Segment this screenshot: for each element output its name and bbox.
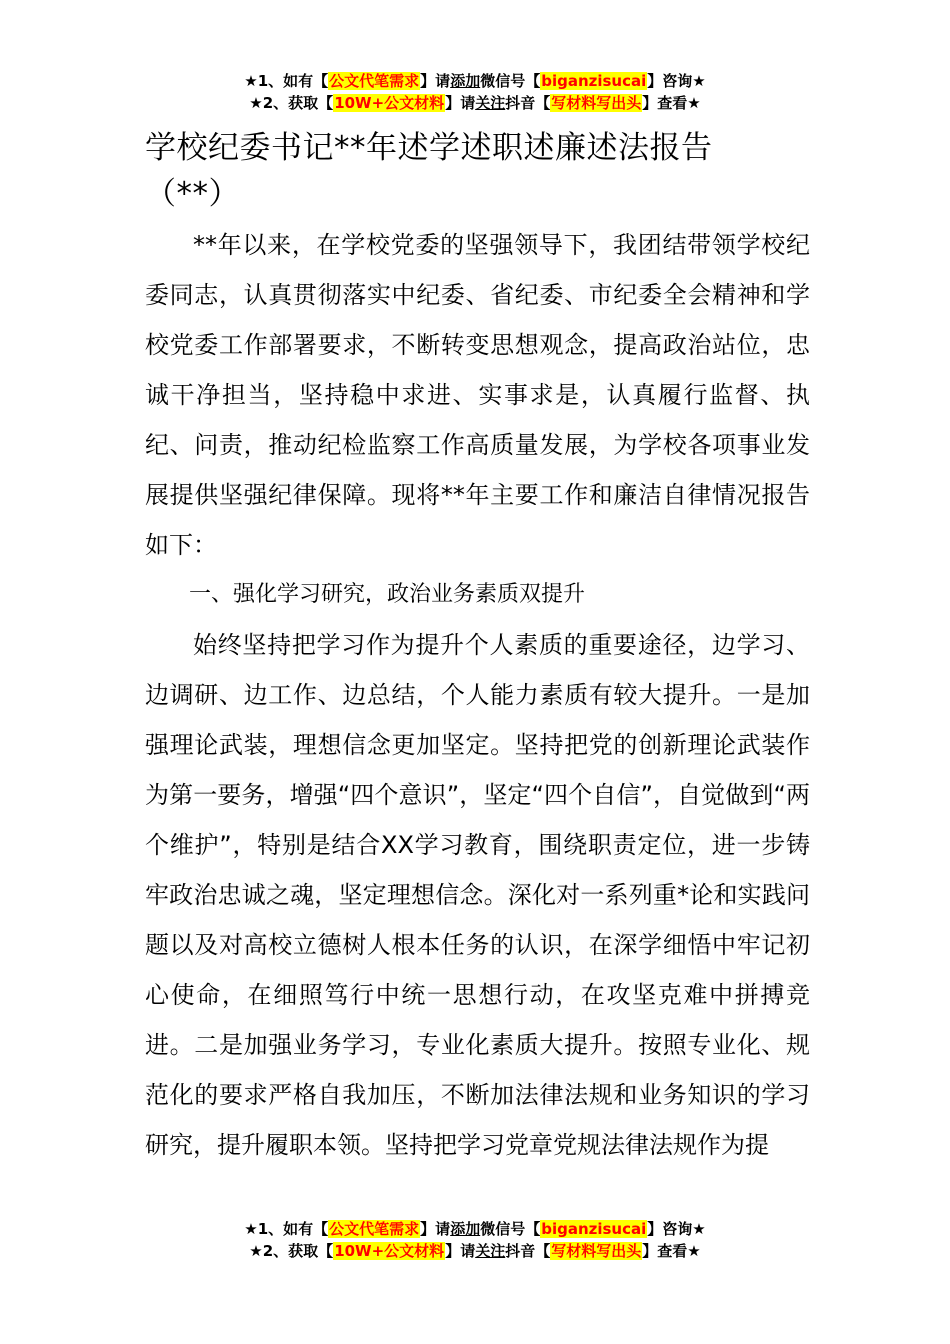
promo-banner-bottom (0, 1218, 950, 1262)
highlight-wechat-id: biganzisucai (541, 1220, 647, 1238)
promo-line-2: ★2、获取【10W+公文材料】请关注抖音【写材料写出头】查看★ (249, 94, 701, 112)
promo-line-2: ★2、获取【10W+公文材料】请关注抖音【写材料写出头】查看★ (249, 1242, 701, 1260)
title-line-1: 学校纪委书记**年述学述职述廉述法报告 (145, 130, 713, 166)
paragraph-section-1: 始终坚持把学习作为提升个人素质的重要途径，边学习、边调研、边工作、边总结，个人能力素质有较大提升。一是加强理论武装，理想信念更加坚定。坚持把党的创新理论武装作为第一要务，增强“四个意识”，坚定“四个自信”，自觉做到“两个维护”，特别是结合XX学习教育，围绕职责定位，进一步铸牢政治忠诚之魂，坚定理想信念。深化对一系列重*论和实践问题以及对高校立德树人根本任务的认识，在深学细悟中牢记初心使命，在细照笃行中统一思想行动，在攻坚克难中拼搏竞进。二是加强业务学习，专业化素质大提升。按照专业化、规范化的要求严格自我加压，不断加法律法规和业务知识的学习研究，提升履职本领。坚持把学习党章党规法律法规作为提 (145, 631, 810, 1159)
promo-line-1: ★1、如有【公文代笔需求】请添加微信号【biganzisucai】咨询★ (244, 72, 706, 90)
paragraph-intro: **年以来，在学校党委的坚强领导下，我团结带领学校纪委同志，认真贯彻落实中纪委、省纪委、市纪委全会精神和学校党委工作部署要求，不断转变思想观念，提高政治站位，忠诚干净担当，坚持稳中求进、实事求是，认真履行监督、执纪、问责，推动纪检监察工作高质量发展，为学校各项事业发展提供坚强纪律保障。现将**年主要工作和廉洁自律情况报告如下： (145, 231, 810, 559)
highlight-douyin-account: 写材料写出头 (551, 94, 642, 112)
highlight-materials: 10W+公文材料 (334, 94, 445, 112)
document-body (145, 220, 810, 1170)
highlight-materials: 10W+公文材料 (334, 1242, 445, 1260)
promo-line-1: ★1、如有【公文代笔需求】请添加微信号【biganzisucai】咨询★ (244, 1220, 706, 1238)
highlight-wechat-id: biganzisucai (541, 72, 647, 90)
section-heading-1: 一、强化学习研究，政治业务素质双提升 (189, 582, 586, 607)
title-line-2: （**） (145, 176, 240, 212)
highlight-service: 公文代笔需求 (329, 72, 420, 90)
document-title (145, 125, 810, 217)
promo-banner-top (0, 70, 950, 114)
highlight-douyin-account: 写材料写出头 (551, 1242, 642, 1260)
highlight-service: 公文代笔需求 (329, 1220, 420, 1238)
